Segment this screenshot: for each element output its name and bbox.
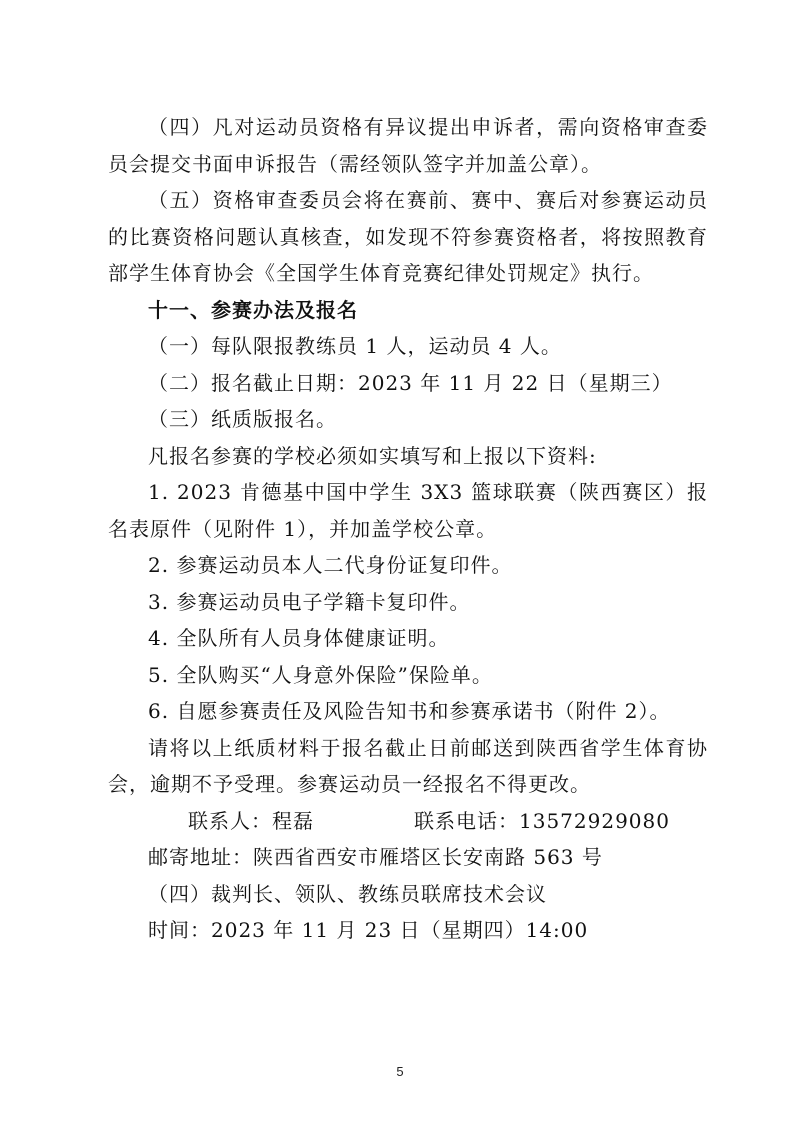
material-item-3: 3. 参赛运动员电子学籍卡复印件。: [148, 589, 471, 614]
contact-person: 联系人：程磊: [188, 808, 314, 833]
rule-item-2: （二）报名截止日期：2023 年 11 月 22 日（星期三）: [148, 370, 673, 395]
contact-phone: 联系电话：13572929080: [414, 808, 670, 833]
meeting-time: 时间：2023 年 11 月 23 日（星期四）14:00: [148, 918, 589, 942]
paragraph-appeal: （四）凡对运动员资格有异议提出申诉者，需向资格审查委员会提交书面申诉报告（需经领队签字并加盖公章）。: [108, 115, 708, 176]
material-item-2: 2. 参赛运动员本人二代身份证复印件。: [148, 553, 513, 577]
page-number: 5: [396, 1064, 404, 1079]
mailing-address: 邮寄地址：陕西省西安市雁塔区长安南路 563 号: [148, 845, 603, 869]
material-item-1: 1. 2023 肯德基中国中学生 3X3 篮球联赛（陕西赛区）报名表原件（见附件 1），并加盖学校公章。: [108, 480, 708, 541]
rule-item-1: （一）每队限报教练员 1 人，运动员 4 人。: [148, 334, 562, 358]
submission-instructions: 请将以上纸质材料于报名截止日前邮送到陕西省学生体育协会，逾期不予受理。参赛运动员一经报名不得更改。: [108, 735, 708, 796]
materials-intro: 凡报名参赛的学校必须如实填写和上报以下资料:: [148, 443, 597, 468]
material-item-5: 5. 全队购买“人身意外保险”保险单。: [148, 662, 493, 687]
meeting-heading: （四）裁判长、领队、教练员联席技术会议: [148, 881, 547, 906]
document-body: [108, 109, 708, 949]
paragraph-qualification-review: （五）资格审查委员会将在赛前、赛中、赛后对参赛运动员的比赛资格问题认真核查，如发现不符参赛资格者，将按照教育部学生体育协会《全国学生体育竞赛纪律处罚规定》执行。: [108, 188, 708, 285]
section-heading: 十一、参赛办法及报名: [148, 297, 358, 322]
material-item-6: 6. 自愿参赛责任及风险告知书和参赛承诺书（附件 2）。: [148, 699, 671, 723]
contact-line: [108, 803, 708, 840]
rule-item-3: （三）纸质版报名。: [148, 407, 337, 431]
material-item-4: 4. 全队所有人员身体健康证明。: [148, 626, 450, 650]
